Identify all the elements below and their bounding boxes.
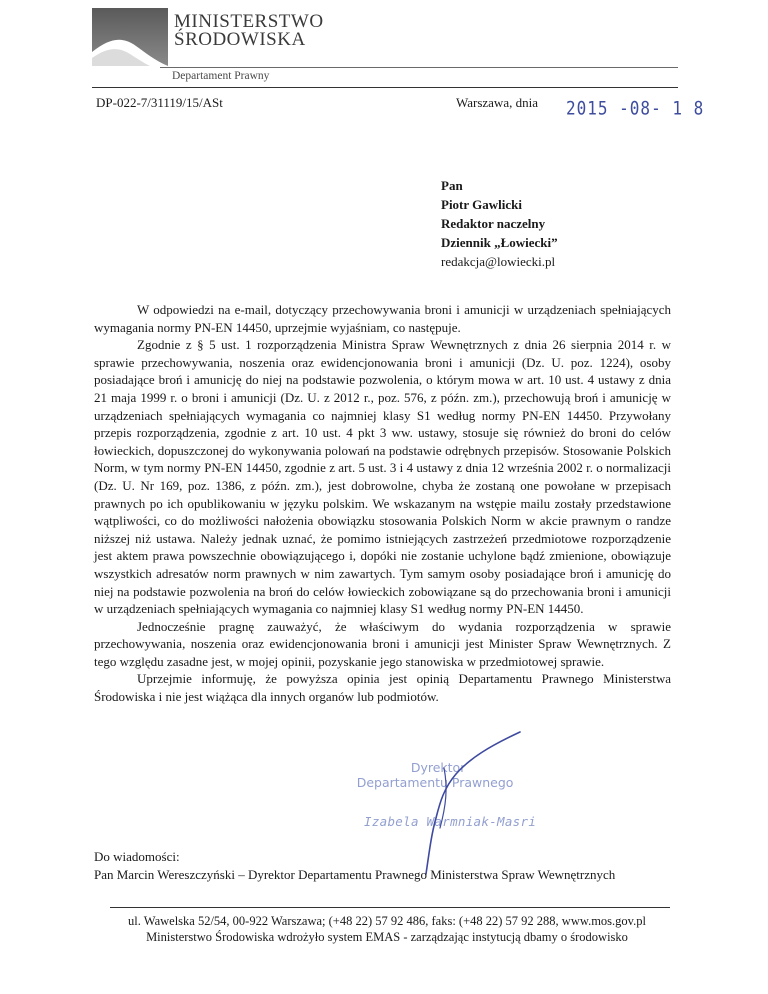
department-name: Departament Prawny (172, 70, 270, 82)
ministry-logo-icon (92, 8, 168, 66)
stamp-title: Dyrektor (410, 760, 466, 775)
body-paragraph-3: Jednocześnie pragnę zauważyć, że właściwym do wydania rozporządzenia w sprawie przechowywania, noszenia oraz ewidencjonowania broni i amunicji jest Minister Spraw Wewnętrznych. Z tego względu zasadne jest, w mojej opinii, pozyskanie jego stanowiska w przedmiotowej sprawie. (94, 618, 671, 669)
stamp-department: Departamentu Prawnego (356, 775, 514, 790)
stamp-signatory-name: Izabela Warmniak-Masri (364, 814, 537, 829)
letter-footer (92, 913, 682, 945)
footer-divider (110, 907, 670, 908)
addressee-organization: Dziennik „Łowiecki” (441, 235, 558, 250)
addressee-block (441, 176, 558, 271)
letterhead-divider (92, 87, 678, 88)
ministry-name (174, 13, 324, 49)
addressee-name: Piotr Gawlicki (441, 197, 523, 212)
addressee-position: Redaktor naczelny (441, 216, 546, 231)
ministry-name-line1: MINISTERSTWO (174, 11, 324, 32)
body-paragraph-1: W odpowiedzi na e-mail, dotyczący przechowywania broni i amunicji w urządzeniach spełniających wymagania normy PN-EN 14450, uprzejmie wyjaśniam, co następuje. (94, 302, 671, 335)
date-label: Warszawa, dnia (456, 95, 538, 110)
addressee-email: redakcja@lowiecki.pl (441, 254, 556, 269)
addressee-salutation: Pan (441, 178, 463, 193)
letter-body (94, 301, 671, 706)
cc-label: Do wiadomości: (94, 849, 180, 864)
ministry-name-line2: ŚRODOWISKA (174, 29, 306, 50)
date-stamp: 2015 -08- 1 8 (566, 97, 705, 119)
reference-number: DP-022-7/31119/15/ASt (96, 95, 223, 110)
body-paragraph-4: Uprzejmie informuję, że powyższa opinia jest opinią Departamentu Prawnego Ministerstwa Środowiska i nie jest wiążąca dla innych organów lub podmiotów. (94, 671, 671, 705)
cc-recipient: Pan Marcin Wereszczyński – Dyrektor Departamentu Prawnego Ministerstwa Spraw Wewnętrznych (94, 867, 616, 882)
body-paragraph-2: Zgodnie z § 5 ust. 1 rozporządzenia Ministra Spraw Wewnętrznych z dnia 26 sierpnia 2014 r. w sprawie przechowywania, noszenia oraz ewidencjonowania broni i amunicji (Dz. U. poz. 1224), osoby posiadające broń i amunicję do niej na podstawie pozwolenia, o którym mowa w art. 10 ust. 4 ustawy z dnia 21 maja 1999 r. o broni i amunicji (Dz. U. z 2012 r., poz. 576, z późn. zm.), przechowują broń i amunicję w urządzeniach spełniających wymagania co najmniej klasy S1 według normy PN-EN 14450. Przywołany przepis rozporządzenia, zgodnie z art. 10 ust. 4 pkt 3 ww. ustawy, stosuje się również do broni do celów łowieckich, dopuszczonej do wykonywania polowań na podstawie odrębnych przepisów. Stosowanie Polskich Norm, w tym normy PN-EN 14450, zgodnie z art. 5 ust. 3 i 4 ustawy z dnia 12 września 2002 r. o normalizacji (Dz. U. Nr 169, poz. 1386, z późn. zm.), jest dobrowolne, chyba że zostaną one powołane w przepisach prawnych po ich opublikowaniu w języku polskim. We wskazanym na wstępie mailu zostały przedstawione wątpliwości, co do możliwości nałożenia obowiązku stosowania Polskich Norm w akcie prawnym o randze niższej niż ustawa. Należy jednak uznać, że pomimo istniejących zastrzeżeń przedmiotowe rozporządzenie jest aktem prawa powszechnie obowiązującego i, dopóki nie zostanie uchylone bądź zmienione, obowiązuje wszystkich adresatów norm prawnych w nim zawartych. Tym samym osoby posiadające broń i amunicję do niej na podstawie pozwolenia na broń do celów łowieckich zobowiązane są do przechowania broni i amunicji w urządzeniach spełniających wymagania co najmniej klasy S1 według normy PN-EN 14450. (94, 337, 671, 617)
footer-emas-note: Ministerstwo Środowiska wdrożyło system EMAS - zarządzając instytucją dbamy o środowisko (146, 930, 628, 944)
footer-address: ul. Wawelska 52/54, 00-922 Warszawa; (+48 22) 57 92 486, faks: (+48 22) 57 92 288, www.mos.gov.pl (128, 914, 646, 928)
header-divider (160, 67, 678, 68)
handwritten-signature-icon (360, 728, 540, 878)
